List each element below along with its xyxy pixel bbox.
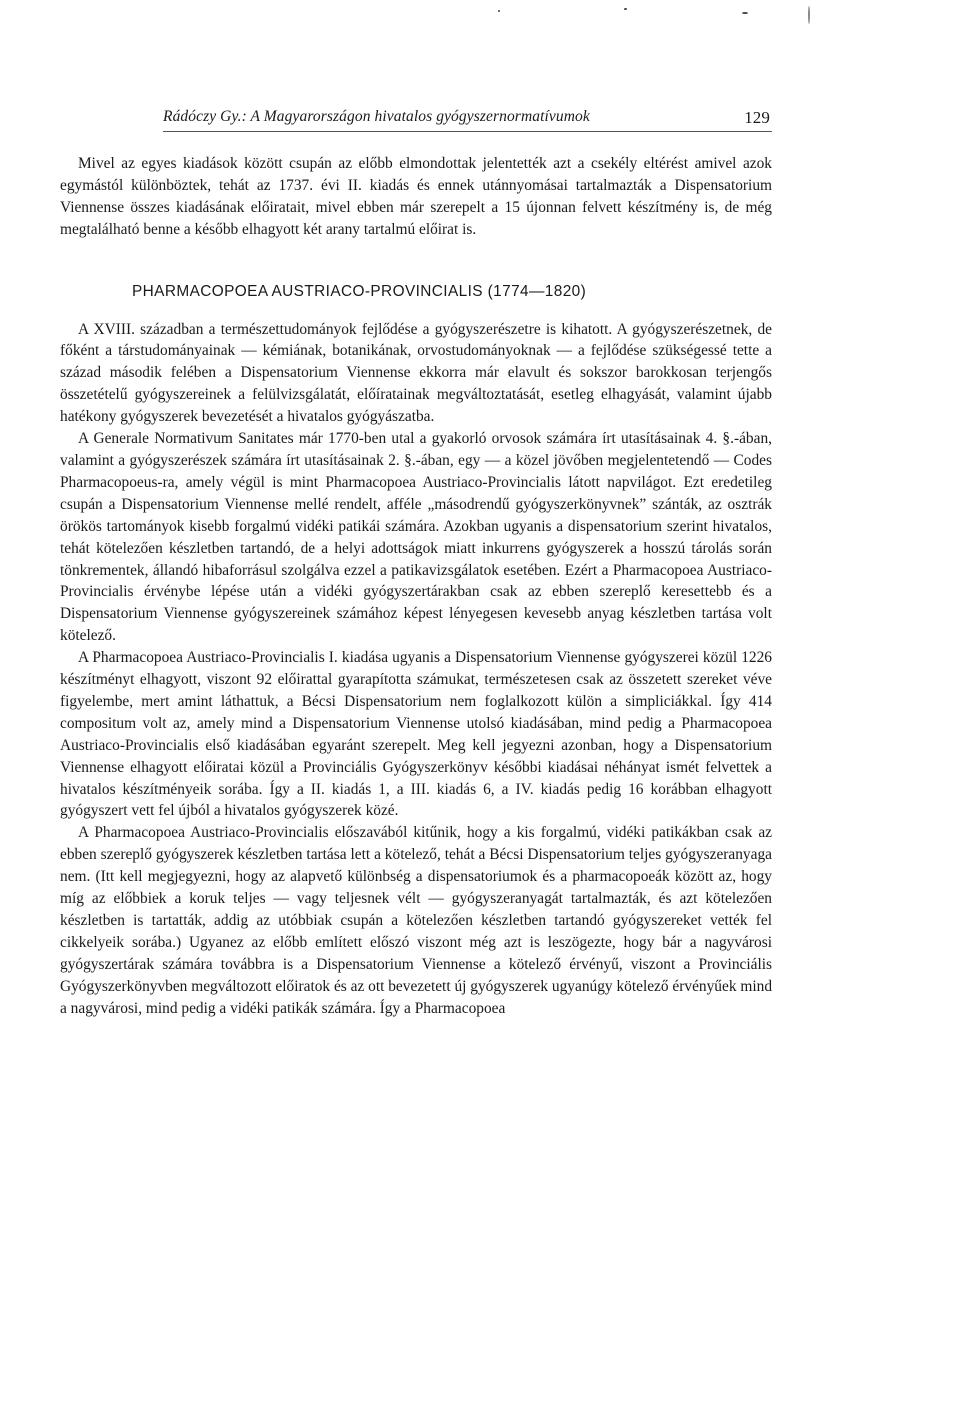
intro-paragraph: Mivel az egyes kiadások között csupán az előbb elmondottak jelentették azt a csekély eltérést amivel azok egymástól különböztek, tehát az 1737. évi II. kiadás és ennek utánnyomásai tartalmazták a Dispensatorium Viennense összes kiadásának előiratait, mivel ebben már szerepelt a 15 újonnan felvett készítmény is, de még megtalálható benne a később elhagyott két arany tartalmú előirat is. <box>60 155 772 238</box>
header-rule <box>163 131 772 132</box>
body-paragraph: A XVIII. században a természettudományok fejlődése a gyógyszerészetre is kihatott. A gyógyszerészetnek, de főként a társtudományainak — kémiának, botanikának, orvostudományoknak — a fejlődése szükségessé tette a század második felében a Dispensatorium Viennense ekkorra már elavult és sokszor barokkosan terjengős összetételű gyógyszereinek a felülvizsgálatát, előíratainak megváltoztatását, esetleg elhagyását, valamint újabb hatékony gyógyszerek bevezetését a hivatalos gyógyászatba. <box>60 320 772 426</box>
scan-speck <box>742 12 748 14</box>
running-header <box>163 108 770 130</box>
running-title: Rádóczy Gy.: A Magyarországon hivatalos gyógyszernormatívumok <box>163 108 590 125</box>
section-title: PHARMACOPOEA AUSTRIACO-PROVINCIALIS (1774—1820) <box>132 282 587 300</box>
document-page <box>60 0 772 1404</box>
scan-speck <box>808 6 810 24</box>
body-paragraph: A Pharmacopoea Austriaco-Provincialis előszavából kitűnik, hogy a kis forgalmú, vidéki patikákban csak az ebben szereplő gyógyszerek készletben tartása lett a kötelező, tehát a Bécsi Dispensatorium teljes gyógyszeranyaga nem. (Itt kell megjegyezni, hogy az alapvető különbség a dispensatoriumok és a pharmacopoeák között az, hogy míg az előbbiek a koruk teljes — vagy teljesnek vélt — gyógyszeranyagát tartalmazták, és azt kötelezően készletben is tartatták, addig az utóbbiak csupán a kötelezően készletben tartandó gyógyszereket vették fel cikkelyeik sorába.) Ugyanez az előbb említett előszó viszont még azt is leszögezte, hogy bár a nagyvárosi gyógyszertárak számára továbbra is a Dispensatorium Viennense a kötelező érvényű, viszont a Provinciális Gyógyszerkönyvben megváltozott előiratok és az ott bevezetett új gyógyszerek ugyanúgy kötelező érvényűek mind a nagyvárosi, mind pedig a vidéki patikák számára. Így a Pharmacopoea <box>60 824 773 1017</box>
body-paragraph: A Generale Normativum Sanitates már 1770-ben utal a gyakorló orvosok számára írt utasításainak 4. §.-ában, valamint a gyógyszerészek számára írt utasításainak 2. §.-ában, egy — a közel jövőben megjelentetendő — Codes Pharmacopoeus-ra, amely végül is mint Pharmacopoea Austriaco-Provincialis látott napvilágot. Ezt eredetileg csupán a Dispensatorium Viennense mellé rendelt, afféle „másodrendű gyógyszerkönyvnek” szánták, az osztrák örökös tartományok kisebb forgalmú vidéki patikái számára. Azokban ugyanis a dispensatorium szerint hivatalos, tehát kötelezően készletben tartandó, de a helyi adottságok miatt inkurrens gyógyszerek a hosszú tárolás során tönkrementek, állandó hibaforrásul szolgálva ezzel a patikavizsgálatok esetében. Ezért a Pharmacopoea Austriaco-Provincialis érvénybe lépése után a vidéki gyógyszertárakban csak az ebben szereplő keresettebb és a Dispensatorium Viennense gyógyszereinek számához képest lényegesen kevesebb anyag készletben tartása volt kötelező. <box>60 430 772 645</box>
body-text <box>60 153 772 1020</box>
page-number: 129 <box>744 108 770 127</box>
scan-speck <box>624 8 627 10</box>
scan-speck <box>498 10 500 12</box>
body-paragraph: A Pharmacopoea Austriaco-Provincialis I. kiadása ugyanis a Dispensatorium Viennense gyógyszerei közül 1226 készítményt elhagyott, viszont 92 előirattal gyarapította számukat, természetesen csak az összetett szereket véve figyelembe, mert amint láthattuk, a Bécsi Dispensatorium nem foglalkozott külön a simpliciákkal. Így 414 compositum volt az, amely mind a Dispensatorium Viennense utolsó kiadásában, mind pedig a Pharmacopoea Austriaco-Provincialis első kiadásában egyaránt szerepelt. Meg kell jegyezni azonban, hogy a Dispensatorium Viennense elhagyott előiratai közül a Provinciális Gyógyszerkönyv későbbi kiadásai néhányat ismét felvettek a hivatalos készítményeik sorába. Így a II. kiadás 1, a III. kiadás 6, a IV. kiadás pedig 16 korábban elhagyott gyógyszert vett fel újból a hivatalos gyógyszerek közé. <box>60 649 772 820</box>
